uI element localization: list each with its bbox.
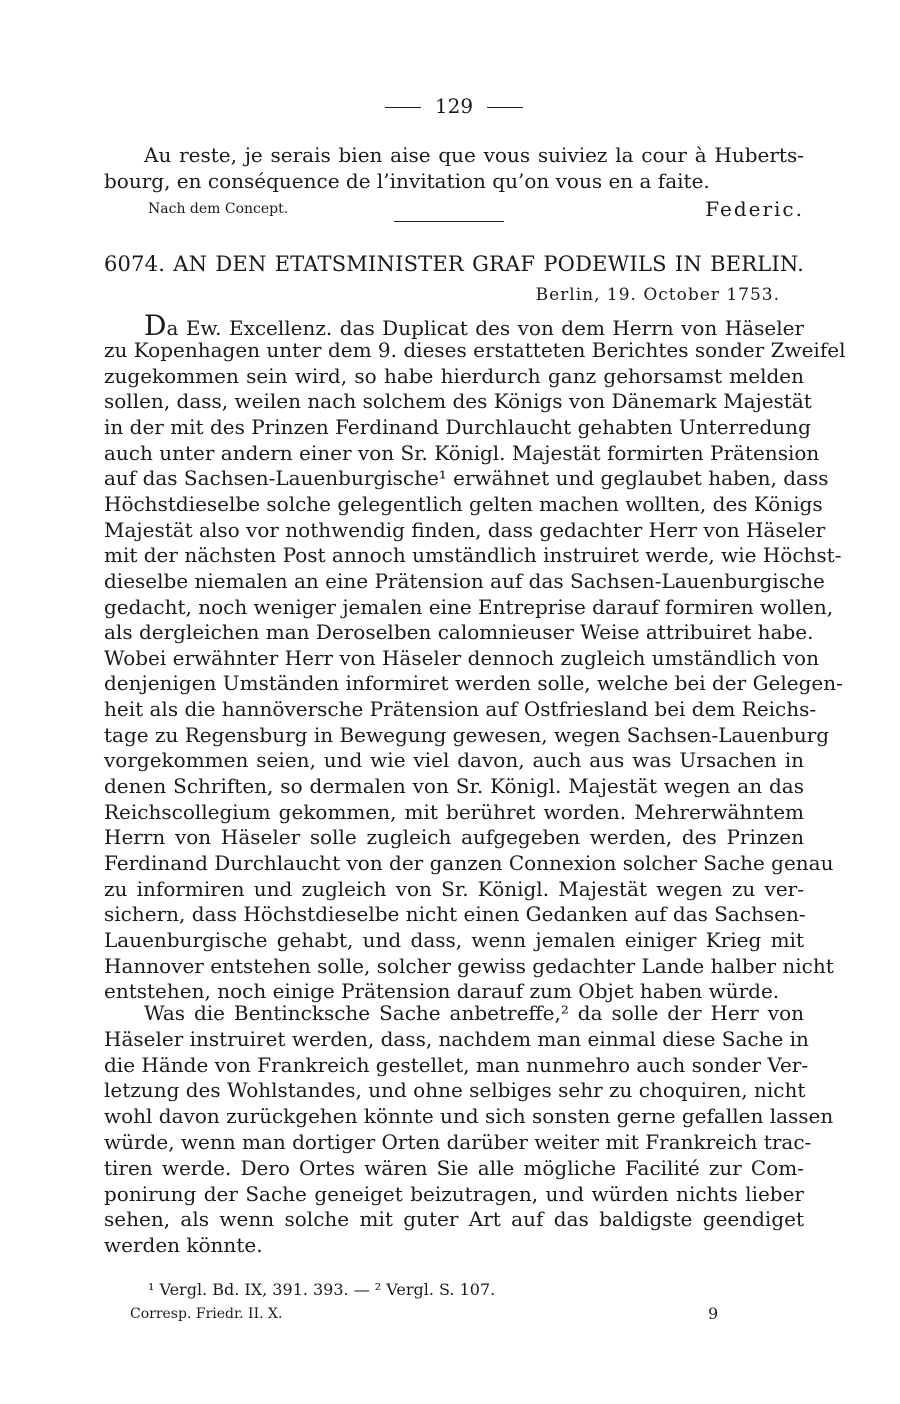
text-line: ponirung der Sache geneiget beizutragen, und würden nichts lieber <box>104 1181 804 1206</box>
footnotes: ¹ Vergl. Bd. IX, 391. 393. — ² Vergl. S. 107. <box>148 1280 496 1299</box>
text-line: gedacht, noch weniger jemalen eine Entreprise darauf formiren wollen, <box>104 594 834 619</box>
text-line: denjenigen Umständen informiret werden solle, welche bei der Gelegen- <box>104 671 843 696</box>
text-line: in der mit des Prinzen Ferdinand Durchlaucht gehabten Unterredung <box>104 414 811 439</box>
text-line: auf das Sachsen-Lauenburgische¹ erwähnet und geglaubet haben, dass <box>104 466 829 491</box>
text-line: sehen, als wenn solche mit guter Art auf das baldigste geendiget <box>104 1207 804 1232</box>
source-note: Nach dem Concept. <box>148 201 289 217</box>
page-header <box>104 94 804 118</box>
letter-dateline: Berlin, 19. October 1753. <box>535 285 780 305</box>
text-line: bourg, en conséquence de l’invitation qu’on vous en a faite. <box>104 169 710 193</box>
text-line: tage zu Regensburg in Bewegung gewesen, wegen Sachsen-Lauenburg <box>104 722 830 747</box>
text-line: Lauenburgische gehabt, und dass, wenn jemalen einiger Krieg mit <box>104 927 804 952</box>
text-line: letzung des Wohlstandes, und ohne selbiges sehr zu choquiren, nicht <box>104 1078 806 1103</box>
text-line: Hannover entstehen solle, solcher gewiss gedachter Lande halber nicht <box>104 953 834 978</box>
footer-source: Corresp. Friedr. II. X. <box>130 1306 283 1322</box>
letter-heading: 6074. AN DEN ETATSMINISTER GRAF PODEWILS IN BERLIN. <box>104 252 804 276</box>
section-rule <box>394 221 504 222</box>
text-line: entstehen, noch einige Prätension darauf zum Objet haben würde. <box>104 979 780 1004</box>
drop-cap: D <box>144 309 167 342</box>
text-line: tiren werde. Dero Ortes wären Sie alle mögliche Facilité zur Com- <box>104 1155 804 1180</box>
first-line-text: a Ew. Excellenz. das Duplicat des von dem Herrn von Häseler <box>166 316 804 340</box>
text-line: mit der nächsten Post annoch umständlich instruiret werde, wie Höchst- <box>104 543 842 568</box>
text-line: sichern, dass Höchstdieselbe nicht einen Gedanken auf das Sachsen- <box>104 902 806 927</box>
text-line: heit als die hannöversche Prätension auf Ostfriesland bei dem Reichs- <box>104 697 817 722</box>
text-line: Au reste, je serais bien aise que vous suiviez la cour à Huberts- <box>144 143 804 167</box>
text-line: Wobei erwähnter Herr von Häseler dennoch zugleich umständlich von <box>104 645 819 670</box>
signature: Federic. <box>705 197 804 221</box>
text-line: denen Schriften, so dermalen von Sr. Königl. Majestät wegen an das <box>104 774 804 799</box>
text-line: Häseler instruiret werden, dass, nachdem man einmal diese Sache in <box>104 1026 809 1051</box>
text-line: Majestät also vor nothwendig finden, dass gedachter Herr von Häseler <box>104 517 826 542</box>
text-line: zu Kopenhagen unter dem 9. dieses erstatteten Berichtes sonder Zweifel <box>104 338 846 362</box>
footer-signature-mark: 9 <box>708 1304 719 1323</box>
text-line: Herrn von Häseler solle zugleich aufgegeben werden, des Prinzen <box>104 825 804 850</box>
header-dash-left <box>385 107 421 108</box>
text-line: die Hände von Frankreich gestellet, man nunmehro auch sonder Ver- <box>104 1052 809 1077</box>
text-line: Höchstdieselbe solche gelegentlich gelten machen wollten, des Königs <box>104 491 823 516</box>
text-line: werden könnte. <box>104 1233 263 1258</box>
text-line: vorgekommen seien, und wie viel davon, auch aus was Ursachen in <box>104 748 804 773</box>
text-line: Was die Bentincksche Sache anbetreffe,² da solle der Herr von <box>144 1001 804 1025</box>
text-line: Ferdinand Durchlaucht von der ganzen Connexion solcher Sache genau <box>104 851 834 875</box>
text-line: als dergleichen man Deroselben calomnieuser Weise attribuiret habe. <box>104 620 814 645</box>
text-line: dieselbe niemalen an eine Prätension auf das Sachsen-Lauenburgische <box>104 568 825 593</box>
text-line: zu informiren und zugleich von Sr. Königl. Majestät wegen zu ver- <box>104 876 804 901</box>
text-line: würde, wenn man dortiger Orten darüber weiter mit Frankreich trac- <box>104 1130 812 1154</box>
header-dash-right <box>487 107 523 108</box>
text-line: wohl davon zurückgehen könnte und sich sonsten gerne gefallen lassen <box>104 1104 834 1129</box>
text-line: zugekommen sein wird, so habe hierdurch ganz gehorsamst melden <box>104 363 804 388</box>
text-line: Reichscollegium gekommen, mit berühret worden. Mehrerwähntem <box>104 799 804 824</box>
text-line: sollen, dass, weilen nach solchem des Königs von Dänemark Majestät <box>104 389 812 414</box>
text-line: auch unter andern einer von Sr. Königl. Majestät formirten Prätension <box>104 440 820 465</box>
page-number: 129 <box>434 94 474 118</box>
